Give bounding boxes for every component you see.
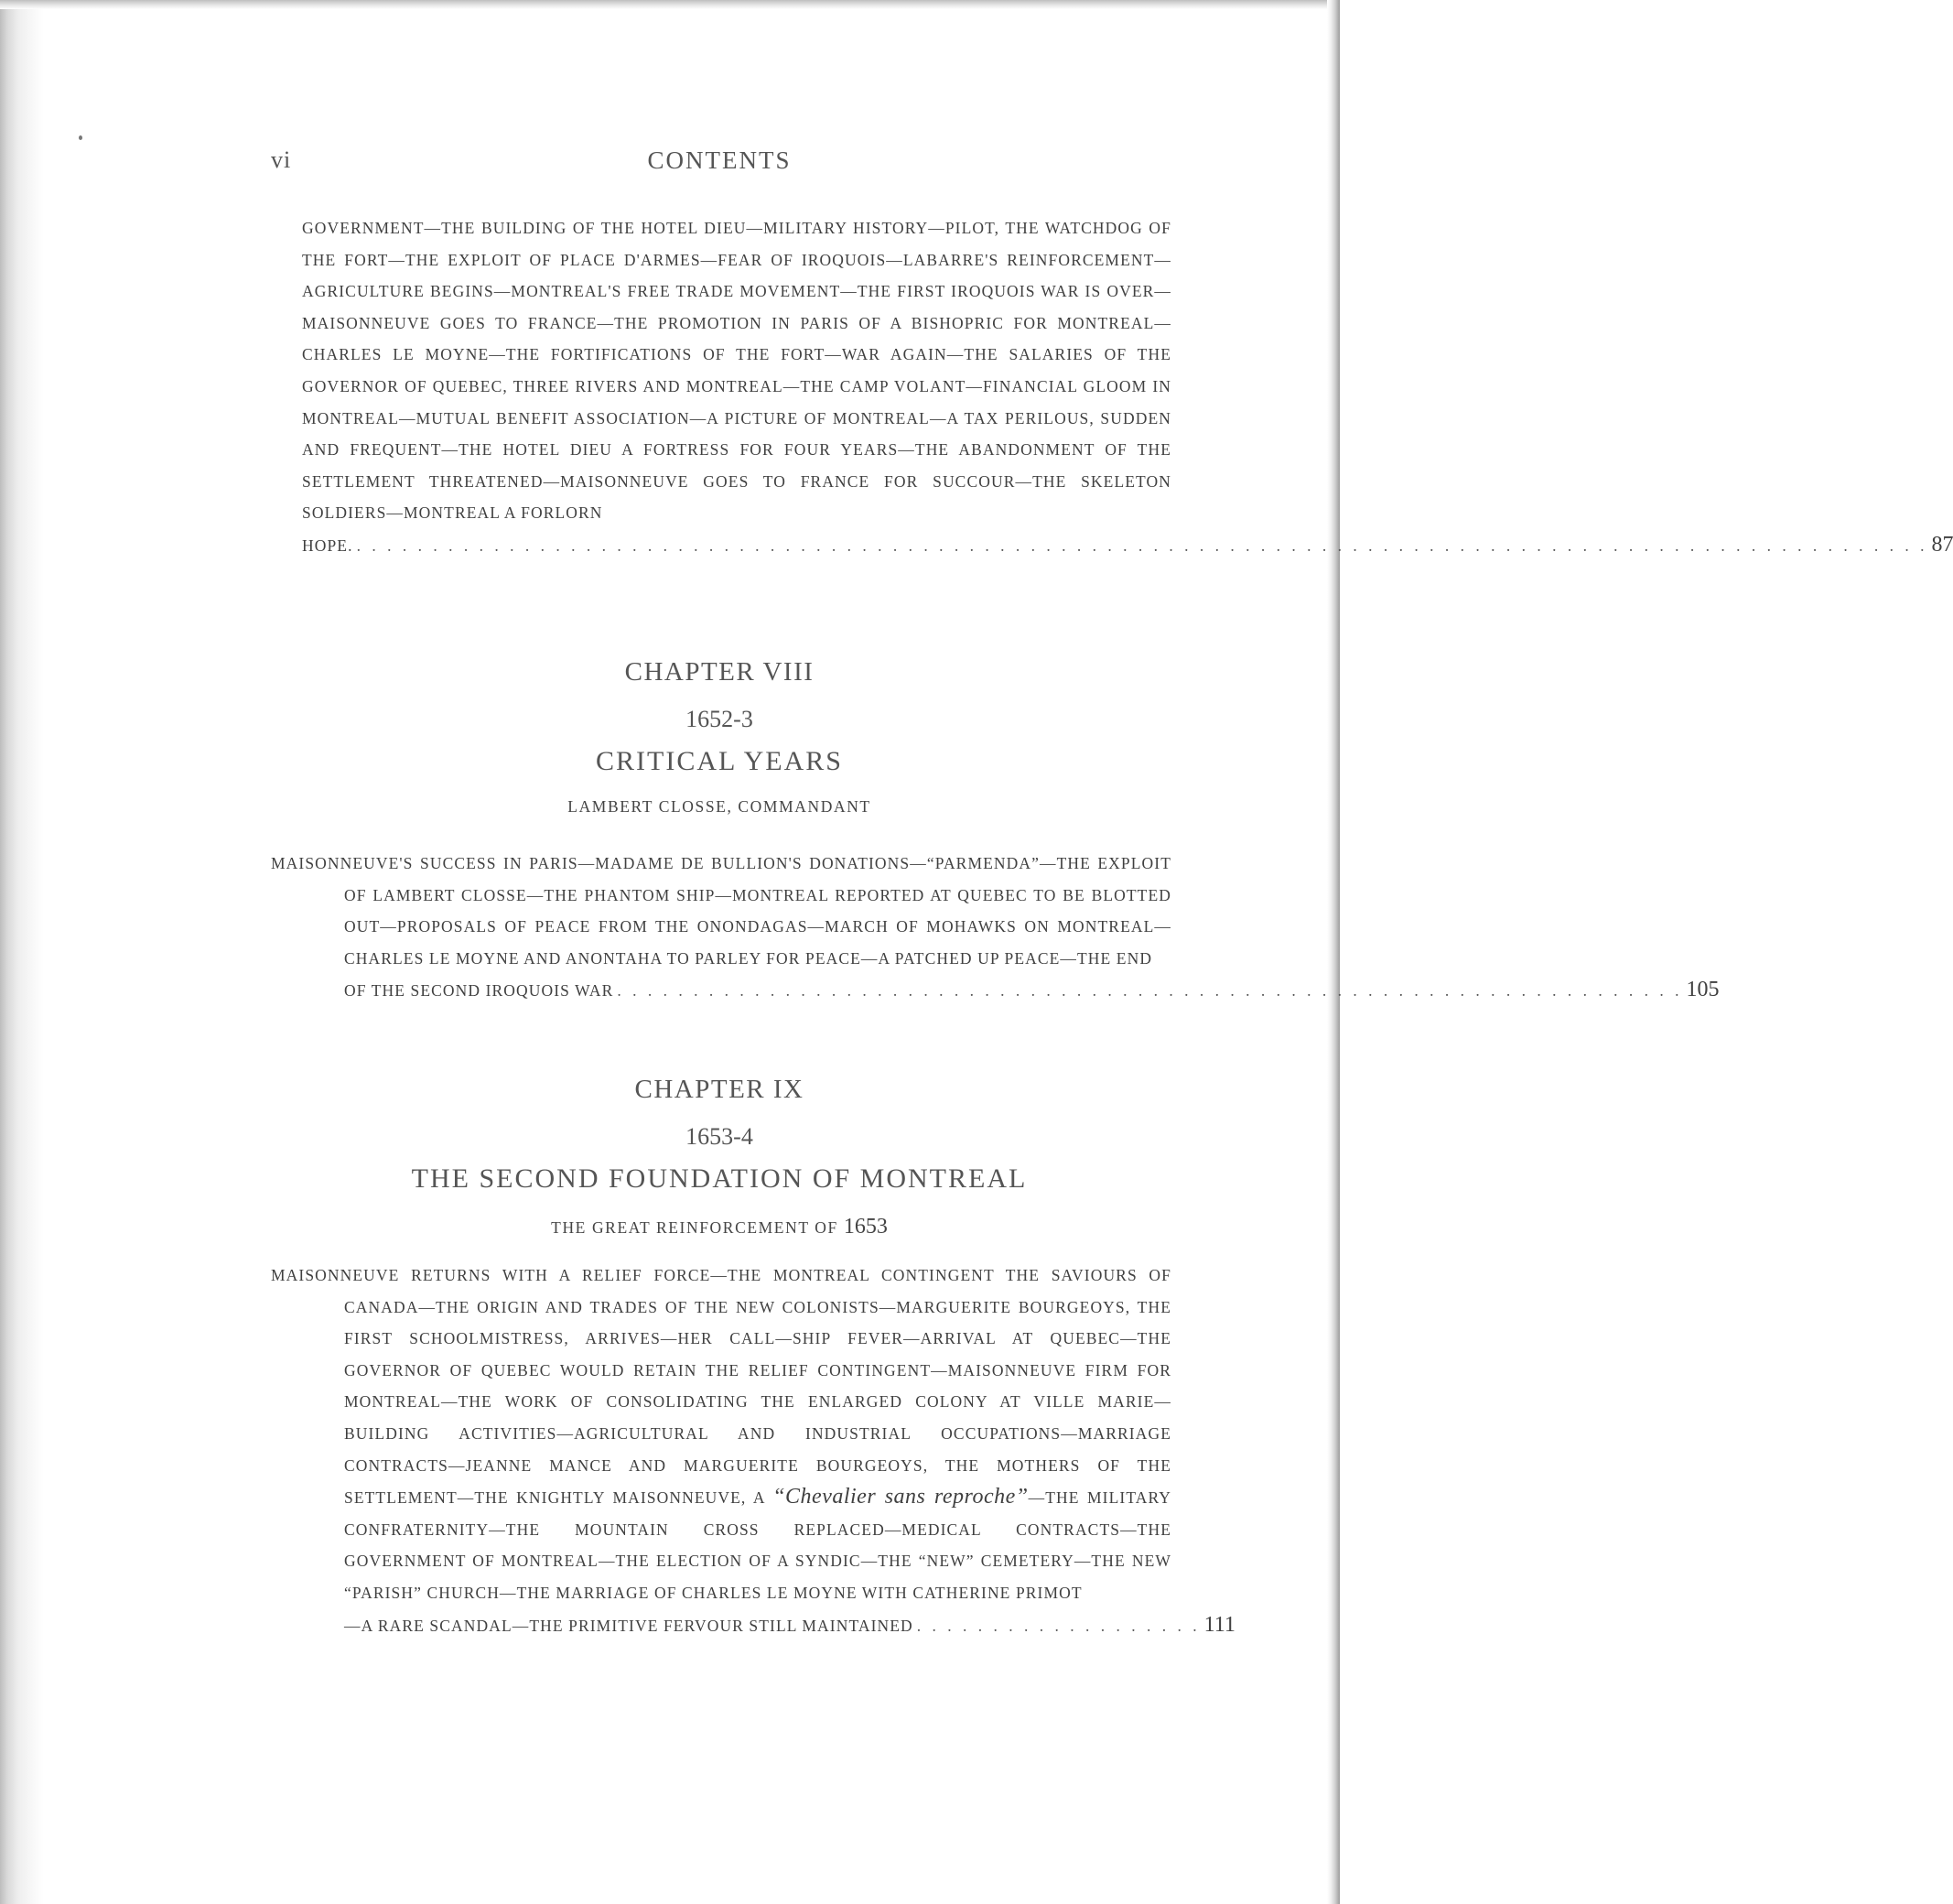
chapter-heading: CHAPTER VIII	[624, 657, 815, 687]
chapter-title: CRITICAL YEARS	[596, 746, 843, 776]
summary-text-continued: —THE MILITARY CONFRATERNITY—THE MOUNTAIN CROSS REPLACED—MEDICAL CONTRACTS—THE GOVERNMENT OF MONTREAL—THE ELECTION OF A SYNDIC—THE “NEW” CEMETERY—THE NEW “PARISH” CHURCH—THE MARRIAGE OF CHARLES LE MOYNE WITH CATHERINE PRIMOT	[344, 1488, 1172, 1602]
scan-edge-left	[0, 0, 44, 1904]
summary-last-line	[271, 1609, 1235, 1642]
dot-leader: . . . . . . . . . . . . . . . . . . . . . . . . . . . . . . . . . . . . . . . . . . . . . . . . . . . . . . . . . . . . . . . . . . . . . . . . . . . . . . . . . . . . . . . . . . . . . . . . . . . . . . .	[356, 536, 1928, 555]
running-head-title: CONTENTS	[647, 146, 792, 174]
chapter-vii-summary-continued	[302, 212, 1953, 562]
scan-edge-top	[0, 0, 1340, 9]
chapter-ix-heading-block	[271, 1075, 1168, 1239]
scan-edge-right	[1327, 0, 1340, 1904]
dot-leader: . . . . . . . . . . . . . . . . . . .	[916, 1616, 1201, 1635]
chapter-subtitle-text: THE GREAT REINFORCEMENT OF	[551, 1218, 838, 1237]
page-number: 111	[1203, 1612, 1235, 1637]
summary-text: GOVERNMENT—THE BUILDING OF THE HOTEL DIEU—MILITARY HISTORY—PILOT, THE WATCHDOG OF THE FORT—THE EXPLOIT OF PLACE D'ARMES—FEAR OF IROQUOIS—LABARRE'S REINFORCEMENT—AGRICULTURE BEGINS—MONTREAL'S FREE TRADE MOVEMENT—THE FIRST IROQUOIS WAR IS OVER—MAISONNEUVE GOES TO FRANCE—THE PROMOTION IN PARIS OF A BISHOPRIC FOR MONTREAL—CHARLES LE MOYNE—THE FORTIFICATIONS OF THE FORT—WAR AGAIN—THE SALARIES OF THE GOVERNOR OF QUEBEC, THREE RIVERS AND MONTREAL—THE CAMP VOLANT—FINANCIAL GLOOM IN MONTREAL—MUTUAL BENEFIT ASSOCIATION—A PICTURE OF MONTREAL—A TAX PERILOUS, SUDDEN AND FREQUENT—THE HOTEL DIEU A FORTRESS FOR FOUR YEARS—THE ABANDONMENT OF THE SETTLEMENT THREATENED—MAISONNEUVE GOES TO FRANCE FOR SUCCOUR—THE SKELETON SOLDIERS—MONTREAL A FORLORN	[302, 219, 1171, 523]
chapter-subtitle-year: 1653	[843, 1215, 888, 1239]
chapter-years: 1653-4	[685, 1123, 753, 1150]
chapter-title: THE SECOND FOUNDATION OF MONTREAL	[411, 1163, 1028, 1194]
summary-last-line	[271, 974, 1720, 1007]
summary-last-line	[302, 529, 1953, 562]
summary-last-line-text: —A RARE SCANDAL—THE PRIMITIVE FERVOUR STILL MAINTAINED	[344, 1616, 913, 1635]
chapter-viii-heading-block	[271, 657, 1168, 817]
page-number: 87	[1931, 532, 1953, 557]
summary-italic-phrase: “Chevalier sans reproche”	[772, 1485, 1029, 1509]
page-folio: vi	[271, 146, 292, 173]
page-number: 105	[1686, 978, 1720, 1002]
summary-last-line-text: HOPE.	[302, 536, 353, 555]
chapter-subtitle	[271, 1215, 1168, 1239]
dot-leader: . . . . . . . . . . . . . . . . . . . . . . . . . . . . . . . . . . . . . . . . . . . . . . . . . . . . . . . . . . . . . . . . . . . . . .	[617, 981, 1683, 1001]
chapter-years: 1652-3	[685, 706, 753, 732]
running-head	[271, 146, 1168, 183]
chapter-ix-summary	[271, 1260, 1235, 1641]
summary-text: MAISONNEUVE RETURNS WITH A RELIEF FORCE—THE MONTREAL CONTINGENT THE SAVIOURS OF CANADA—THE ORIGIN AND TRADES OF THE NEW COLONISTS—MARGUERITE BOURGEOYS, THE FIRST SCHOOLMISTRESS, ARRIVES—HER CALL—SHIP FEVER—ARRIVAL AT QUEBEC—THE GOVERNOR OF QUEBEC WOULD RETAIN THE RELIEF CONTINGENT—MAISONNEUVE FIRM FOR MONTREAL—THE WORK OF CONSOLIDATING THE ENLARGED COLONY AT VILLE MARIE—BUILDING ACTIVITIES—AGRICULTURAL AND INDUSTRIAL OCCUPATIONS—MARRIAGE CONTRACTS—JEANNE MANCE AND MARGUERITE BOURGEOYS, THE MOTHERS OF THE SETTLEMENT—THE KNIGHTLY MAISONNEUVE, A	[271, 1266, 1171, 1508]
chapter-viii-summary	[271, 848, 1720, 1007]
chapter-heading: CHAPTER IX	[634, 1075, 804, 1104]
chapter-subtitle: LAMBERT CLOSSE, COMMANDANT	[567, 797, 871, 816]
summary-last-line-text: OF THE SECOND IROQUOIS WAR	[344, 981, 614, 1001]
scan-speck	[79, 135, 82, 140]
summary-text: MAISONNEUVE'S SUCCESS IN PARIS—MADAME DE BULLION'S DONATIONS—“PARMENDA”—THE EXPLOIT OF LAMBERT CLOSSE—THE PHANTOM SHIP—MONTREAL REPORTED AT QUEBEC TO BE BLOTTED OUT—PROPOSALS OF PEACE FROM THE ONONDAGAS—MARCH OF MOHAWKS ON MONTREAL—CHARLES LE MOYNE AND ANONTAHA TO PARLEY FOR PEACE—A PATCHED UP PEACE—THE END	[271, 854, 1171, 968]
